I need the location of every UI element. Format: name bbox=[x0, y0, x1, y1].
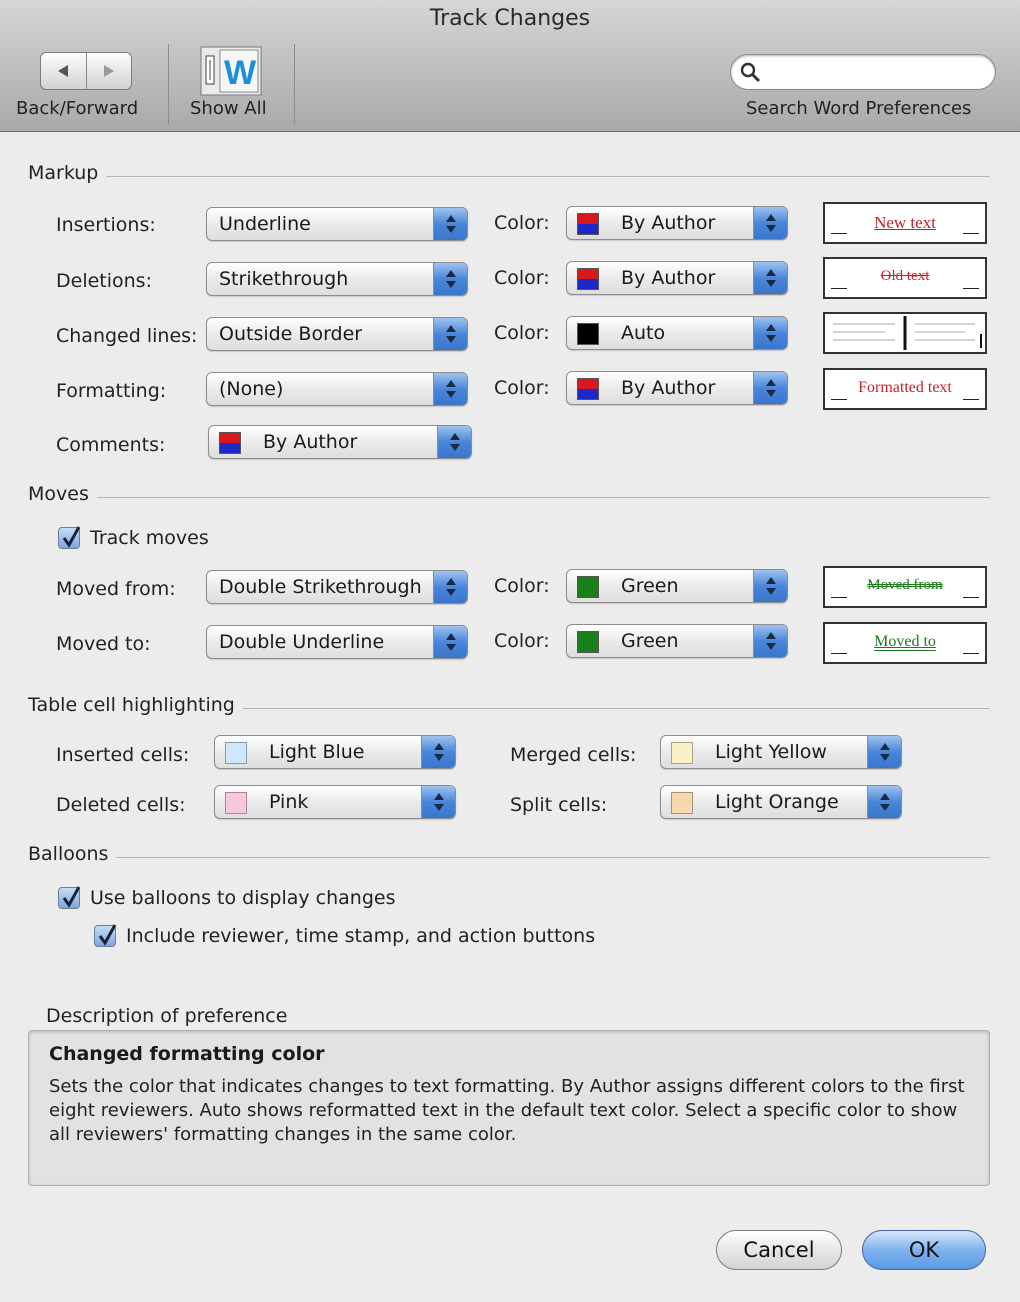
moved-from-preview-text: Moved from bbox=[867, 577, 943, 593]
popup-arrows-icon bbox=[433, 571, 467, 603]
moved-from-preview bbox=[823, 566, 987, 608]
forward-button[interactable] bbox=[87, 53, 132, 89]
inserted-cells-label: Inserted cells: bbox=[56, 744, 190, 766]
balloons-heading-text: Balloons bbox=[28, 843, 109, 865]
description-panel bbox=[28, 1030, 990, 1186]
moved-to-style-value: Double Underline bbox=[219, 631, 385, 653]
search-label: Search Word Preferences bbox=[746, 98, 972, 119]
by-author-swatch bbox=[219, 432, 241, 454]
include-reviewer-label: Include reviewer, time stamp, and action buttons bbox=[126, 925, 596, 947]
insertions-label: Insertions: bbox=[56, 214, 156, 236]
popup-arrows-icon bbox=[753, 317, 787, 349]
forward-arrow-icon bbox=[102, 63, 116, 79]
comments-label: Comments: bbox=[56, 434, 166, 456]
changed-lines-style-popup[interactable] bbox=[206, 317, 468, 351]
light-blue-swatch bbox=[225, 742, 247, 764]
insertions-color-label: Color: bbox=[494, 212, 550, 234]
moved-to-color-label: Color: bbox=[494, 630, 550, 652]
by-author-swatch bbox=[577, 268, 599, 290]
by-author-swatch bbox=[577, 378, 599, 400]
deletions-color-popup[interactable] bbox=[566, 261, 788, 295]
moves-section-heading bbox=[28, 483, 990, 505]
moved-to-preview-text: Moved to bbox=[874, 633, 936, 650]
changed-lines-label: Changed lines: bbox=[56, 325, 198, 347]
checkmark-icon bbox=[96, 922, 118, 948]
deleted-cells-label: Deleted cells: bbox=[56, 794, 186, 816]
inserted-cells-color-popup[interactable] bbox=[214, 735, 456, 769]
table-cell-heading-text: Table cell highlighting bbox=[28, 694, 235, 716]
light-yellow-swatch bbox=[671, 742, 693, 764]
moved-to-color-popup[interactable] bbox=[566, 624, 788, 658]
insertions-color-value: By Author bbox=[621, 212, 716, 234]
popup-arrows-icon bbox=[433, 373, 467, 405]
split-cells-color-value: Light Orange bbox=[715, 791, 839, 813]
popup-arrows-icon bbox=[421, 736, 455, 768]
auto-color-swatch bbox=[577, 323, 599, 345]
description-title: Changed formatting color bbox=[49, 1043, 325, 1065]
popup-arrows-icon bbox=[753, 372, 787, 404]
search-input[interactable] bbox=[730, 54, 996, 90]
popup-arrows-icon bbox=[433, 318, 467, 350]
popup-arrows-icon bbox=[421, 786, 455, 818]
include-reviewer-checkbox[interactable] bbox=[94, 925, 116, 947]
changed-lines-color-popup[interactable] bbox=[566, 316, 788, 350]
insertions-color-popup[interactable] bbox=[566, 206, 788, 240]
toolbar bbox=[0, 0, 1020, 132]
table-cell-section-heading bbox=[28, 694, 990, 716]
moved-from-style-value: Double Strikethrough bbox=[219, 576, 422, 598]
popup-arrows-icon bbox=[433, 626, 467, 658]
svg-text:W: W bbox=[224, 54, 257, 92]
formatting-style-popup[interactable] bbox=[206, 372, 468, 406]
deletions-style-popup[interactable] bbox=[206, 262, 468, 296]
changed-lines-color-label: Color: bbox=[494, 322, 550, 344]
popup-arrows-icon bbox=[753, 570, 787, 602]
formatting-preview bbox=[823, 368, 987, 410]
description-heading: Description of preference bbox=[46, 1005, 288, 1027]
deletions-style-value: Strikethrough bbox=[219, 268, 349, 290]
toolbar-separator bbox=[168, 44, 169, 124]
split-cells-color-popup[interactable] bbox=[660, 785, 902, 819]
checkmark-icon bbox=[60, 884, 82, 910]
moved-to-preview bbox=[823, 622, 987, 664]
deletions-label: Deletions: bbox=[56, 270, 152, 292]
popup-arrows-icon bbox=[867, 786, 901, 818]
popup-arrows-icon bbox=[867, 736, 901, 768]
green-swatch bbox=[577, 631, 599, 653]
moved-from-label: Moved from: bbox=[56, 578, 176, 600]
toolbar-separator bbox=[294, 44, 295, 124]
green-swatch bbox=[577, 576, 599, 598]
popup-arrows-icon bbox=[753, 625, 787, 657]
deletions-preview bbox=[823, 257, 987, 299]
description-text: Sets the color that indicates changes to text formatting. By Author assigns different colors to the first eight reviewers. Auto shows reformatted text in the default text color. Select a specific color to show all reviewers' formatting changes in the same color. bbox=[49, 1076, 965, 1145]
deleted-cells-color-popup[interactable] bbox=[214, 785, 456, 819]
show-all-button[interactable] bbox=[200, 46, 262, 96]
moved-from-style-popup[interactable] bbox=[206, 570, 468, 604]
deletions-preview-text: Old text bbox=[880, 268, 930, 284]
back-arrow-icon bbox=[56, 63, 70, 79]
checkmark-icon bbox=[60, 524, 82, 550]
formatting-color-value: By Author bbox=[621, 377, 716, 399]
popup-arrows-icon bbox=[753, 262, 787, 294]
back-forward-control bbox=[40, 52, 132, 90]
markup-heading-text: Markup bbox=[28, 162, 99, 184]
moved-to-style-popup[interactable] bbox=[206, 625, 468, 659]
moved-to-label: Moved to: bbox=[56, 633, 151, 655]
search-icon bbox=[739, 61, 763, 85]
formatting-label: Formatting: bbox=[56, 380, 167, 402]
formatting-color-popup[interactable] bbox=[566, 371, 788, 405]
moved-to-color-value: Green bbox=[621, 630, 679, 652]
changed-lines-color-value: Auto bbox=[621, 322, 666, 344]
insertions-style-popup[interactable] bbox=[206, 207, 468, 241]
use-balloons-checkbox[interactable] bbox=[58, 887, 80, 909]
comments-color-popup[interactable] bbox=[208, 425, 472, 459]
popup-arrows-icon bbox=[437, 426, 471, 458]
merged-cells-color-popup[interactable] bbox=[660, 735, 902, 769]
formatting-color-label: Color: bbox=[494, 377, 550, 399]
pink-swatch bbox=[225, 792, 247, 814]
by-author-swatch bbox=[577, 213, 599, 235]
moves-heading-text: Moves bbox=[28, 483, 89, 505]
insertions-preview bbox=[823, 202, 987, 244]
split-cells-label: Split cells: bbox=[510, 794, 608, 816]
popup-arrows-icon bbox=[433, 263, 467, 295]
light-orange-swatch bbox=[671, 792, 693, 814]
show-all-label: Show All bbox=[190, 98, 267, 119]
changed-lines-preview-graphic bbox=[825, 314, 985, 352]
moved-from-color-value: Green bbox=[621, 575, 679, 597]
deletions-color-label: Color: bbox=[494, 267, 550, 289]
window-title: Track Changes bbox=[429, 6, 591, 31]
changed-lines-preview bbox=[823, 312, 987, 354]
insertions-style-value: Underline bbox=[219, 213, 311, 235]
changed-lines-style-value: Outside Border bbox=[219, 323, 363, 345]
show-all-word-icon bbox=[200, 46, 262, 96]
track-moves-label: Track moves bbox=[90, 527, 209, 549]
formatting-style-value: (None) bbox=[219, 378, 284, 400]
back-forward-label: Back/Forward bbox=[16, 98, 139, 119]
popup-arrows-icon bbox=[753, 207, 787, 239]
use-balloons-label: Use balloons to display changes bbox=[90, 887, 396, 909]
popup-arrows-icon bbox=[433, 208, 467, 240]
merged-cells-label: Merged cells: bbox=[510, 744, 637, 766]
formatting-preview-text: Formatted text bbox=[858, 379, 952, 396]
insertions-preview-text: New text bbox=[874, 213, 936, 232]
merged-cells-color-value: Light Yellow bbox=[715, 741, 827, 763]
markup-section-heading bbox=[28, 162, 990, 184]
deleted-cells-color-value: Pink bbox=[269, 791, 309, 813]
track-moves-checkbox[interactable] bbox=[58, 527, 80, 549]
deletions-color-value: By Author bbox=[621, 267, 716, 289]
ok-button[interactable]: OK bbox=[862, 1230, 986, 1270]
comments-color-value: By Author bbox=[263, 431, 358, 453]
back-button[interactable] bbox=[41, 53, 87, 89]
moved-from-color-popup[interactable] bbox=[566, 569, 788, 603]
balloons-section-heading bbox=[28, 843, 990, 865]
moved-from-color-label: Color: bbox=[494, 575, 550, 597]
cancel-button[interactable]: Cancel bbox=[716, 1230, 842, 1270]
inserted-cells-color-value: Light Blue bbox=[269, 741, 365, 763]
